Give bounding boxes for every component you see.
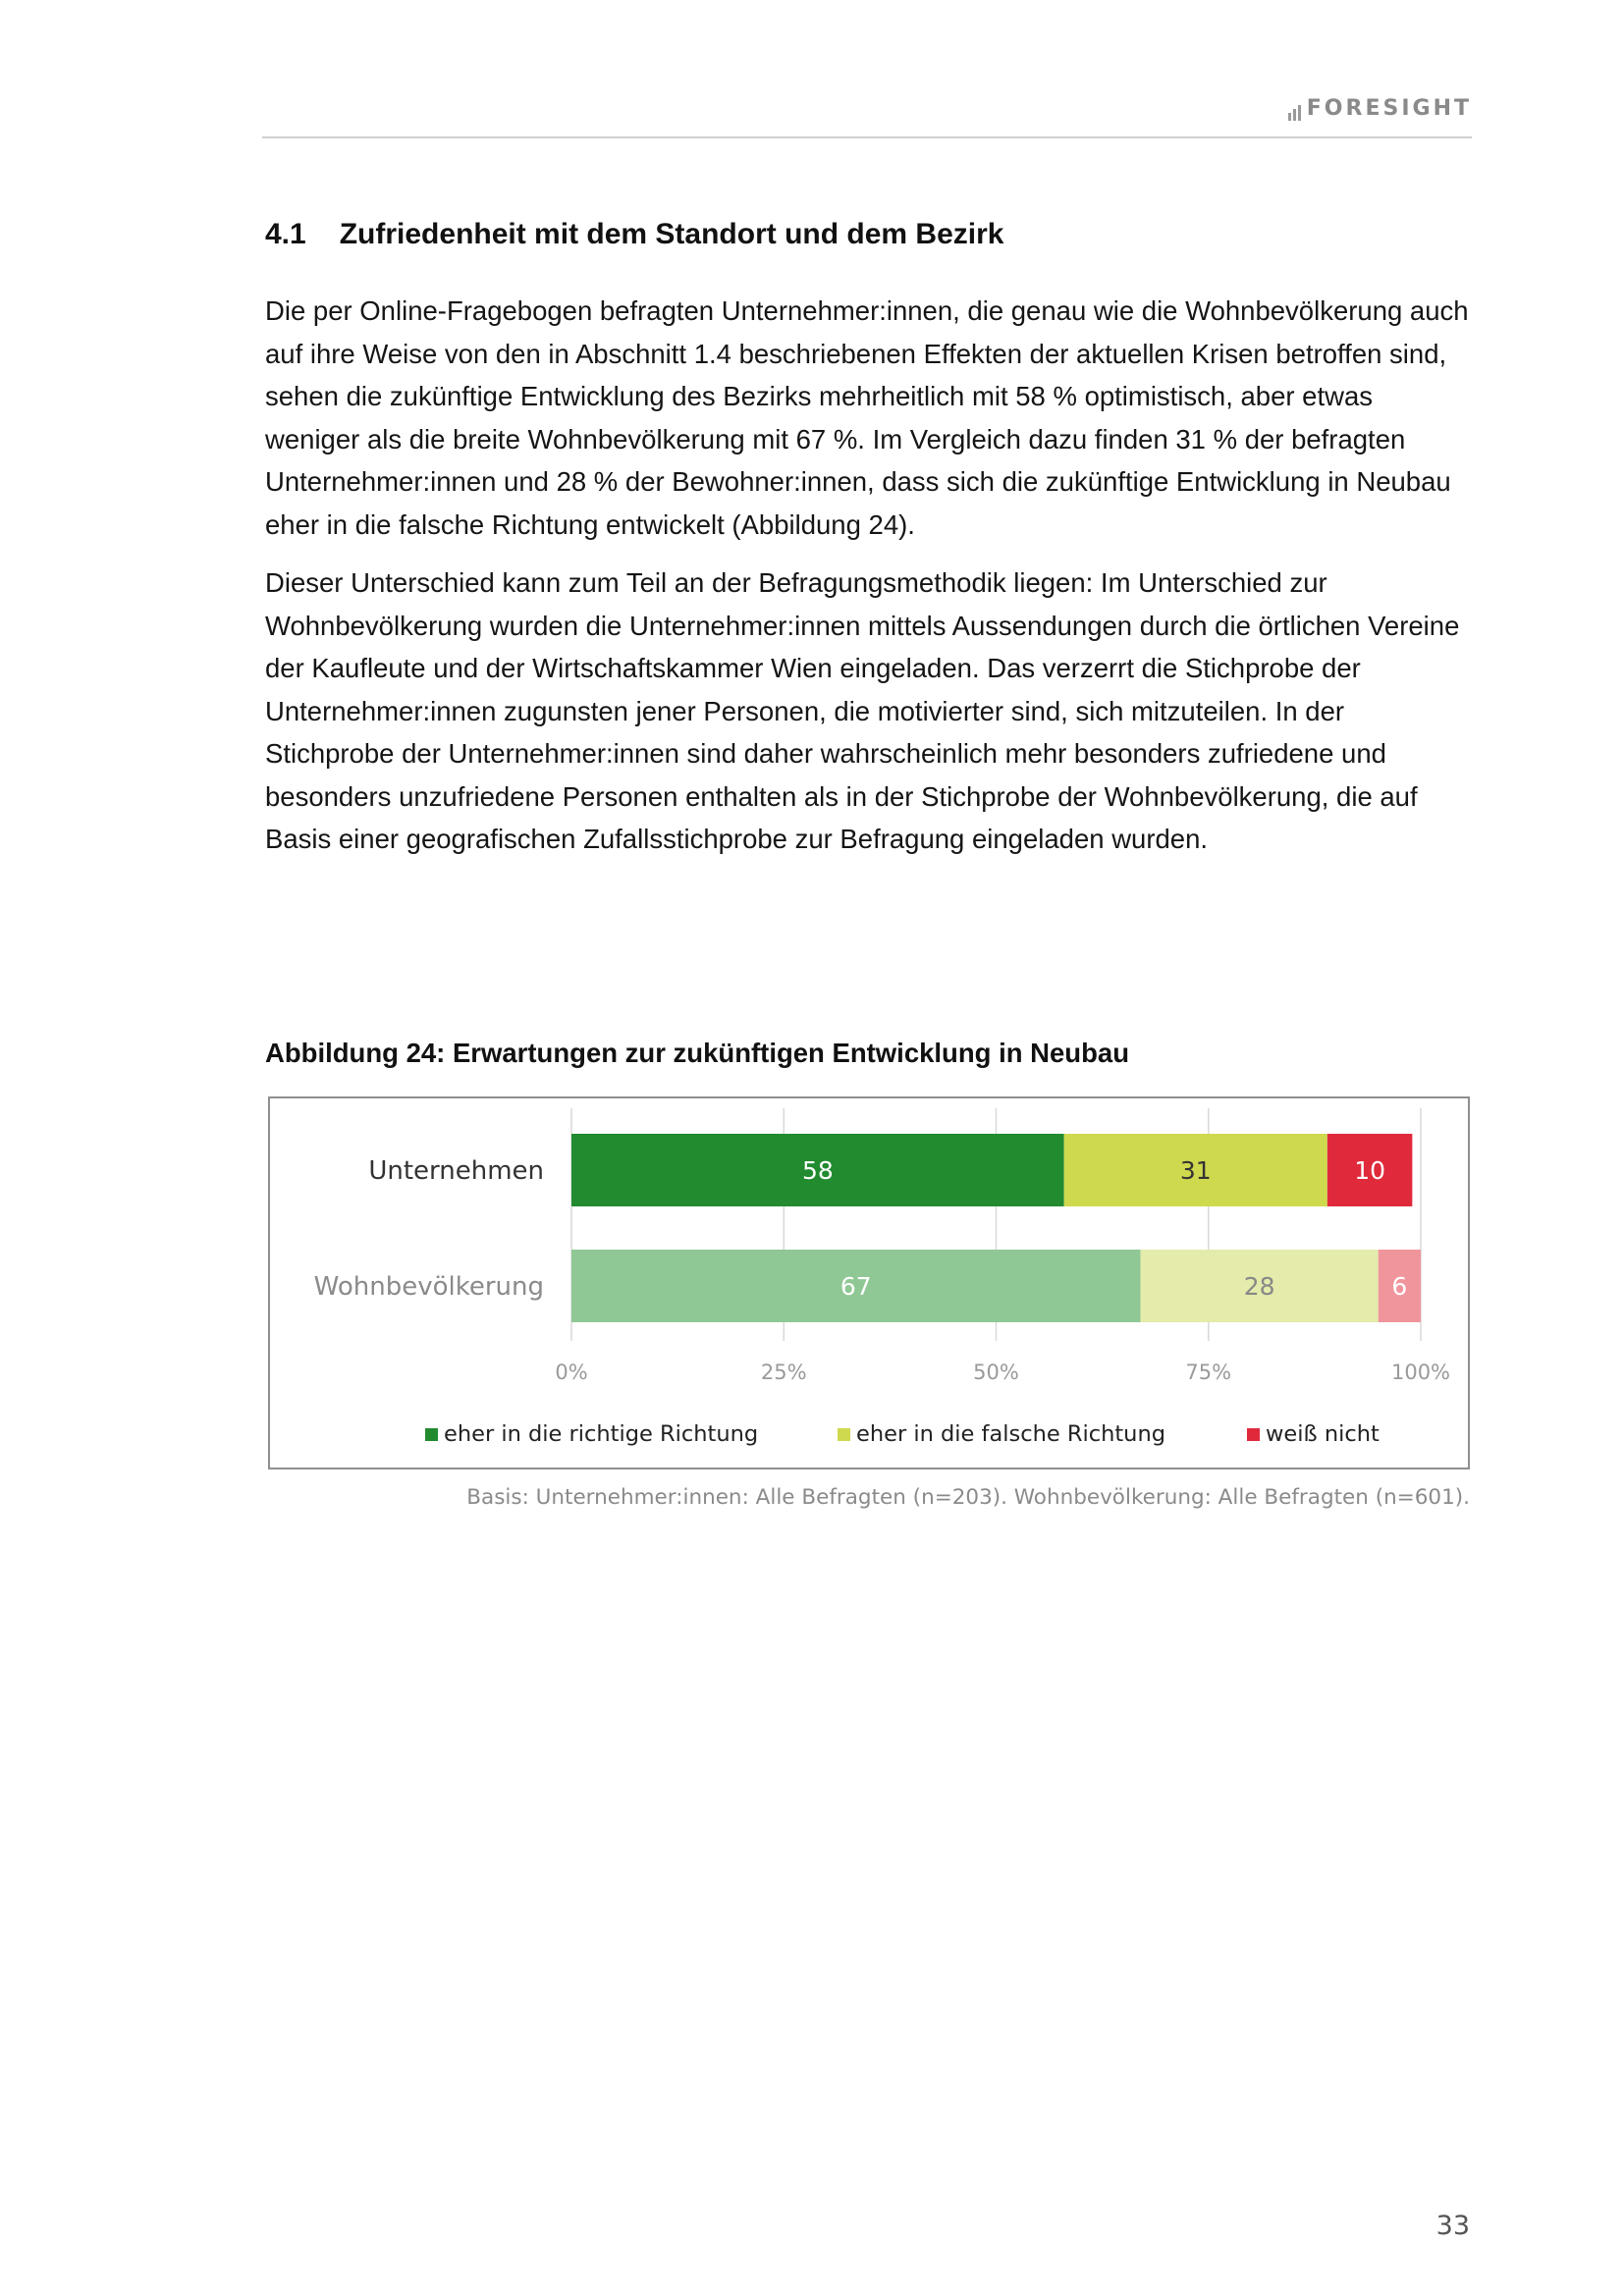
x-tick-label: 25% <box>760 1361 807 1384</box>
header-divider <box>262 136 1472 138</box>
legend-label-richtig: eher in die richtige Richtung <box>444 1421 759 1447</box>
logo-bars-icon <box>1288 103 1301 121</box>
category-label: Unternehmen <box>368 1156 544 1186</box>
section-number: 4.1 <box>265 218 306 250</box>
section-heading <box>265 218 1003 251</box>
data-label: 31 <box>1179 1156 1212 1185</box>
data-label: 28 <box>1243 1272 1275 1301</box>
data-label: 58 <box>801 1156 834 1185</box>
section-title: Zufriedenheit mit dem Standort und dem Bezirk <box>339 218 1004 250</box>
x-tick-label: 75% <box>1185 1361 1232 1384</box>
x-tick-label: 100% <box>1390 1361 1451 1384</box>
stacked-bar-chart <box>268 1096 1470 1469</box>
legend-label-falsch: eher in die falsche Richtung <box>856 1421 1165 1447</box>
legend-label-weiss-nicht: weiß nicht <box>1266 1421 1380 1447</box>
data-label: 67 <box>839 1272 872 1301</box>
chart-canvas <box>270 1098 1468 1468</box>
paragraph-1: Die per Online-Fragebogen befragten Unternehmer:innen, die genau wie die Wohnbevölkerung auch auf ihre Weise von den in Abschnitt 1.4 beschriebenen Effekten der aktuellen Krisen betroffen sind, sehen die zukünftige Entwicklung des Bezirks mehrheitlich mit 58 % optimistisch, aber etwas weniger als die breite Wohnbevölkerung mit 67 %. Im Vergleich dazu finden 31 % der befragten Unternehmer:innen und 28 % der Bewohner:innen, dass sich die zukünftige Entwicklung in Neubau eher in die falsche Richtung entwickelt (Abbildung 24). <box>265 295 1469 540</box>
data-label: 6 <box>1391 1272 1408 1301</box>
paragraph-2: Dieser Unterschied kann zum Teil an der Befragungsmethodik liegen: Im Unterschied zur Wohnbevölkerung wurden die Unternehmer:innen mittels Aussendungen durch die örtlichen Vereine der Kaufleute und der Wirtschaftskammer Wien eingeladen. Das verzerrt die Stichprobe der Unternehmer:innen zugunsten jener Personen, die motivierter sind, sich mitzuteilen. In der Stichprobe der Unternehmer:innen sind daher wahrscheinlich mehr besonders zufriedene und besonders unzufriedene Personen enthalten als in der Stichprobe der Wohnbevölkerung, die auf Basis einer geografischen Zufallsstichprobe zur Befragung eingeladen wurden. <box>265 567 1460 854</box>
foresight-logo <box>1288 96 1472 121</box>
x-tick-label: 50% <box>973 1361 1019 1384</box>
category-label: Wohnbevölkerung <box>313 1272 544 1302</box>
data-label: 10 <box>1354 1156 1386 1185</box>
figure-caption: Abbildung 24: Erwartungen zur zukünftigen Entwicklung in Neubau <box>265 1038 1129 1068</box>
page-number: 33 <box>1435 2211 1470 2241</box>
body-text <box>265 290 1473 877</box>
x-tick-label: 0% <box>555 1361 588 1384</box>
figure-source-note: Basis: Unternehmer:innen: Alle Befragten (n=203). Wohnbevölkerung: Alle Befragten (n=601). <box>466 1485 1470 1510</box>
logo-text: FORESIGHT <box>1306 96 1472 121</box>
